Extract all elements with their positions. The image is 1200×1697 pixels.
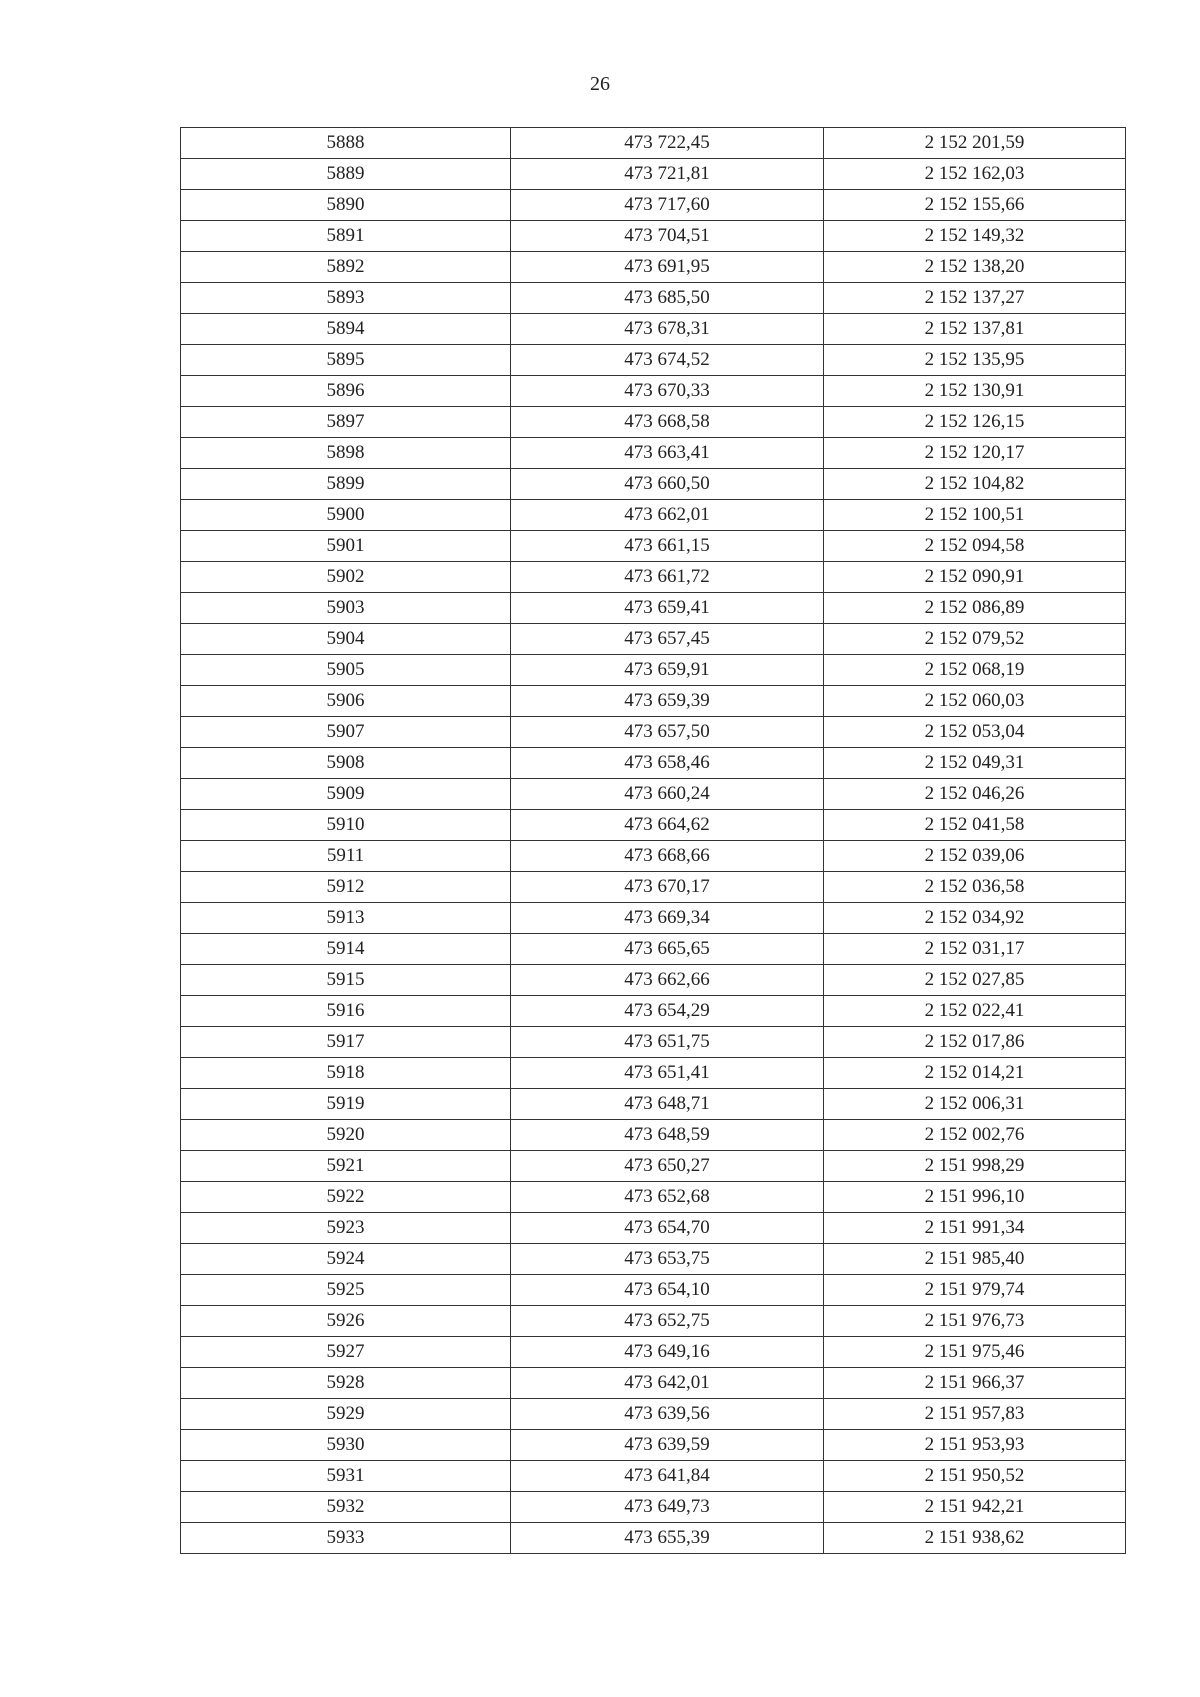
point-number-cell: 5911 [181, 841, 511, 872]
table-row [181, 469, 1126, 500]
x-coordinate-cell: 473 659,41 [511, 593, 824, 624]
point-number-cell: 5906 [181, 686, 511, 717]
x-coordinate-cell: 473 659,91 [511, 655, 824, 686]
point-number-cell: 5925 [181, 1275, 511, 1306]
point-number-cell: 5889 [181, 159, 511, 190]
y-coordinate-cell: 2 152 094,58 [824, 531, 1126, 562]
x-coordinate-cell: 473 668,58 [511, 407, 824, 438]
y-coordinate-cell: 2 151 991,34 [824, 1213, 1126, 1244]
x-coordinate-cell: 473 642,01 [511, 1368, 824, 1399]
point-number-cell: 5898 [181, 438, 511, 469]
x-coordinate-cell: 473 660,24 [511, 779, 824, 810]
y-coordinate-cell: 2 152 162,03 [824, 159, 1126, 190]
point-number-cell: 5891 [181, 221, 511, 252]
table-row [181, 562, 1126, 593]
table-row [181, 686, 1126, 717]
table-row [181, 1399, 1126, 1430]
point-number-cell: 5927 [181, 1337, 511, 1368]
y-coordinate-cell: 2 151 966,37 [824, 1368, 1126, 1399]
x-coordinate-cell: 473 658,46 [511, 748, 824, 779]
table-row [181, 1306, 1126, 1337]
point-number-cell: 5899 [181, 469, 511, 500]
table-row [181, 1368, 1126, 1399]
x-coordinate-cell: 473 653,75 [511, 1244, 824, 1275]
table-row [181, 1275, 1126, 1306]
table-row [181, 996, 1126, 1027]
table-row [181, 128, 1126, 159]
y-coordinate-cell: 2 152 086,89 [824, 593, 1126, 624]
y-coordinate-cell: 2 152 104,82 [824, 469, 1126, 500]
table-row [181, 593, 1126, 624]
table-row [181, 1244, 1126, 1275]
y-coordinate-cell: 2 151 953,93 [824, 1430, 1126, 1461]
table-row [181, 717, 1126, 748]
table-row [181, 314, 1126, 345]
y-coordinate-cell: 2 152 036,58 [824, 872, 1126, 903]
x-coordinate-cell: 473 674,52 [511, 345, 824, 376]
point-number-cell: 5922 [181, 1182, 511, 1213]
table-row [181, 1461, 1126, 1492]
table-row [181, 283, 1126, 314]
x-coordinate-cell: 473 648,71 [511, 1089, 824, 1120]
point-number-cell: 5908 [181, 748, 511, 779]
x-coordinate-cell: 473 721,81 [511, 159, 824, 190]
point-number-cell: 5904 [181, 624, 511, 655]
y-coordinate-cell: 2 151 996,10 [824, 1182, 1126, 1213]
x-coordinate-cell: 473 657,45 [511, 624, 824, 655]
point-number-cell: 5892 [181, 252, 511, 283]
y-coordinate-cell: 2 152 049,31 [824, 748, 1126, 779]
table-row [181, 159, 1126, 190]
table-row [181, 1213, 1126, 1244]
x-coordinate-cell: 473 651,75 [511, 1027, 824, 1058]
point-number-cell: 5933 [181, 1523, 511, 1554]
y-coordinate-cell: 2 152 126,15 [824, 407, 1126, 438]
table-row [181, 903, 1126, 934]
point-number-cell: 5912 [181, 872, 511, 903]
table-row [181, 531, 1126, 562]
x-coordinate-cell: 473 662,66 [511, 965, 824, 996]
x-coordinate-cell: 473 654,70 [511, 1213, 824, 1244]
x-coordinate-cell: 473 704,51 [511, 221, 824, 252]
point-number-cell: 5930 [181, 1430, 511, 1461]
x-coordinate-cell: 473 652,75 [511, 1306, 824, 1337]
x-coordinate-cell: 473 670,33 [511, 376, 824, 407]
x-coordinate-cell: 473 662,01 [511, 500, 824, 531]
point-number-cell: 5903 [181, 593, 511, 624]
point-number-cell: 5919 [181, 1089, 511, 1120]
point-number-cell: 5907 [181, 717, 511, 748]
y-coordinate-cell: 2 151 998,29 [824, 1151, 1126, 1182]
point-number-cell: 5894 [181, 314, 511, 345]
y-coordinate-cell: 2 151 975,46 [824, 1337, 1126, 1368]
y-coordinate-cell: 2 152 138,20 [824, 252, 1126, 283]
y-coordinate-cell: 2 152 060,03 [824, 686, 1126, 717]
table-row [181, 1430, 1126, 1461]
table-row [181, 1523, 1126, 1554]
table-row [181, 934, 1126, 965]
table-row [181, 1058, 1126, 1089]
point-number-cell: 5923 [181, 1213, 511, 1244]
point-number-cell: 5901 [181, 531, 511, 562]
y-coordinate-cell: 2 151 985,40 [824, 1244, 1126, 1275]
point-number-cell: 5920 [181, 1120, 511, 1151]
y-coordinate-cell: 2 152 046,26 [824, 779, 1126, 810]
x-coordinate-cell: 473 661,72 [511, 562, 824, 593]
point-number-cell: 5893 [181, 283, 511, 314]
x-coordinate-cell: 473 659,39 [511, 686, 824, 717]
coordinates-table-body [181, 128, 1126, 1554]
x-coordinate-cell: 473 663,41 [511, 438, 824, 469]
table-row [181, 345, 1126, 376]
page-number: 26 [590, 73, 610, 95]
x-coordinate-cell: 473 639,59 [511, 1430, 824, 1461]
y-coordinate-cell: 2 152 027,85 [824, 965, 1126, 996]
y-coordinate-cell: 2 152 120,17 [824, 438, 1126, 469]
table-row [181, 965, 1126, 996]
y-coordinate-cell: 2 152 022,41 [824, 996, 1126, 1027]
table-row [181, 810, 1126, 841]
point-number-cell: 5915 [181, 965, 511, 996]
point-number-cell: 5913 [181, 903, 511, 934]
x-coordinate-cell: 473 654,10 [511, 1275, 824, 1306]
table-row [181, 1089, 1126, 1120]
point-number-cell: 5910 [181, 810, 511, 841]
point-number-cell: 5895 [181, 345, 511, 376]
table-row [181, 252, 1126, 283]
point-number-cell: 5924 [181, 1244, 511, 1275]
y-coordinate-cell: 2 152 053,04 [824, 717, 1126, 748]
x-coordinate-cell: 473 655,39 [511, 1523, 824, 1554]
table-row [181, 1120, 1126, 1151]
x-coordinate-cell: 473 649,73 [511, 1492, 824, 1523]
y-coordinate-cell: 2 152 137,27 [824, 283, 1126, 314]
y-coordinate-cell: 2 151 938,62 [824, 1523, 1126, 1554]
y-coordinate-cell: 2 152 034,92 [824, 903, 1126, 934]
table-row [181, 1027, 1126, 1058]
table-row [181, 407, 1126, 438]
y-coordinate-cell: 2 152 041,58 [824, 810, 1126, 841]
table-row [181, 748, 1126, 779]
table-row [181, 779, 1126, 810]
point-number-cell: 5900 [181, 500, 511, 531]
point-number-cell: 5914 [181, 934, 511, 965]
x-coordinate-cell: 473 685,50 [511, 283, 824, 314]
x-coordinate-cell: 473 654,29 [511, 996, 824, 1027]
table-row [181, 1492, 1126, 1523]
point-number-cell: 5909 [181, 779, 511, 810]
table-row [181, 872, 1126, 903]
x-coordinate-cell: 473 639,56 [511, 1399, 824, 1430]
point-number-cell: 5897 [181, 407, 511, 438]
point-number-cell: 5926 [181, 1306, 511, 1337]
y-coordinate-cell: 2 151 942,21 [824, 1492, 1126, 1523]
table-row [181, 221, 1126, 252]
y-coordinate-cell: 2 152 039,06 [824, 841, 1126, 872]
y-coordinate-cell: 2 152 017,86 [824, 1027, 1126, 1058]
point-number-cell: 5931 [181, 1461, 511, 1492]
x-coordinate-cell: 473 664,62 [511, 810, 824, 841]
y-coordinate-cell: 2 152 201,59 [824, 128, 1126, 159]
table-row [181, 841, 1126, 872]
y-coordinate-cell: 2 152 155,66 [824, 190, 1126, 221]
x-coordinate-cell: 473 717,60 [511, 190, 824, 221]
y-coordinate-cell: 2 152 090,91 [824, 562, 1126, 593]
point-number-cell: 5921 [181, 1151, 511, 1182]
y-coordinate-cell: 2 152 137,81 [824, 314, 1126, 345]
point-number-cell: 5902 [181, 562, 511, 593]
x-coordinate-cell: 473 669,34 [511, 903, 824, 934]
x-coordinate-cell: 473 678,31 [511, 314, 824, 345]
coordinates-table [180, 127, 1126, 1554]
table-row [181, 1337, 1126, 1368]
x-coordinate-cell: 473 670,17 [511, 872, 824, 903]
y-coordinate-cell: 2 151 976,73 [824, 1306, 1126, 1337]
table-row [181, 624, 1126, 655]
table-row [181, 438, 1126, 469]
x-coordinate-cell: 473 641,84 [511, 1461, 824, 1492]
y-coordinate-cell: 2 152 068,19 [824, 655, 1126, 686]
table-row [181, 190, 1126, 221]
y-coordinate-cell: 2 152 135,95 [824, 345, 1126, 376]
y-coordinate-cell: 2 152 014,21 [824, 1058, 1126, 1089]
x-coordinate-cell: 473 665,65 [511, 934, 824, 965]
y-coordinate-cell: 2 151 979,74 [824, 1275, 1126, 1306]
table-row [181, 1182, 1126, 1213]
y-coordinate-cell: 2 151 957,83 [824, 1399, 1126, 1430]
x-coordinate-cell: 473 691,95 [511, 252, 824, 283]
x-coordinate-cell: 473 651,41 [511, 1058, 824, 1089]
x-coordinate-cell: 473 661,15 [511, 531, 824, 562]
point-number-cell: 5916 [181, 996, 511, 1027]
y-coordinate-cell: 2 152 031,17 [824, 934, 1126, 965]
x-coordinate-cell: 473 649,16 [511, 1337, 824, 1368]
point-number-cell: 5896 [181, 376, 511, 407]
point-number-cell: 5890 [181, 190, 511, 221]
y-coordinate-cell: 2 152 149,32 [824, 221, 1126, 252]
y-coordinate-cell: 2 151 950,52 [824, 1461, 1126, 1492]
point-number-cell: 5918 [181, 1058, 511, 1089]
y-coordinate-cell: 2 152 079,52 [824, 624, 1126, 655]
table-row [181, 655, 1126, 686]
y-coordinate-cell: 2 152 002,76 [824, 1120, 1126, 1151]
x-coordinate-cell: 473 650,27 [511, 1151, 824, 1182]
point-number-cell: 5917 [181, 1027, 511, 1058]
point-number-cell: 5888 [181, 128, 511, 159]
x-coordinate-cell: 473 648,59 [511, 1120, 824, 1151]
y-coordinate-cell: 2 152 006,31 [824, 1089, 1126, 1120]
point-number-cell: 5932 [181, 1492, 511, 1523]
x-coordinate-cell: 473 668,66 [511, 841, 824, 872]
x-coordinate-cell: 473 657,50 [511, 717, 824, 748]
table-row [181, 500, 1126, 531]
point-number-cell: 5929 [181, 1399, 511, 1430]
point-number-cell: 5905 [181, 655, 511, 686]
table-row [181, 376, 1126, 407]
table-row [181, 1151, 1126, 1182]
x-coordinate-cell: 473 660,50 [511, 469, 824, 500]
x-coordinate-cell: 473 652,68 [511, 1182, 824, 1213]
point-number-cell: 5928 [181, 1368, 511, 1399]
x-coordinate-cell: 473 722,45 [511, 128, 824, 159]
y-coordinate-cell: 2 152 130,91 [824, 376, 1126, 407]
y-coordinate-cell: 2 152 100,51 [824, 500, 1126, 531]
